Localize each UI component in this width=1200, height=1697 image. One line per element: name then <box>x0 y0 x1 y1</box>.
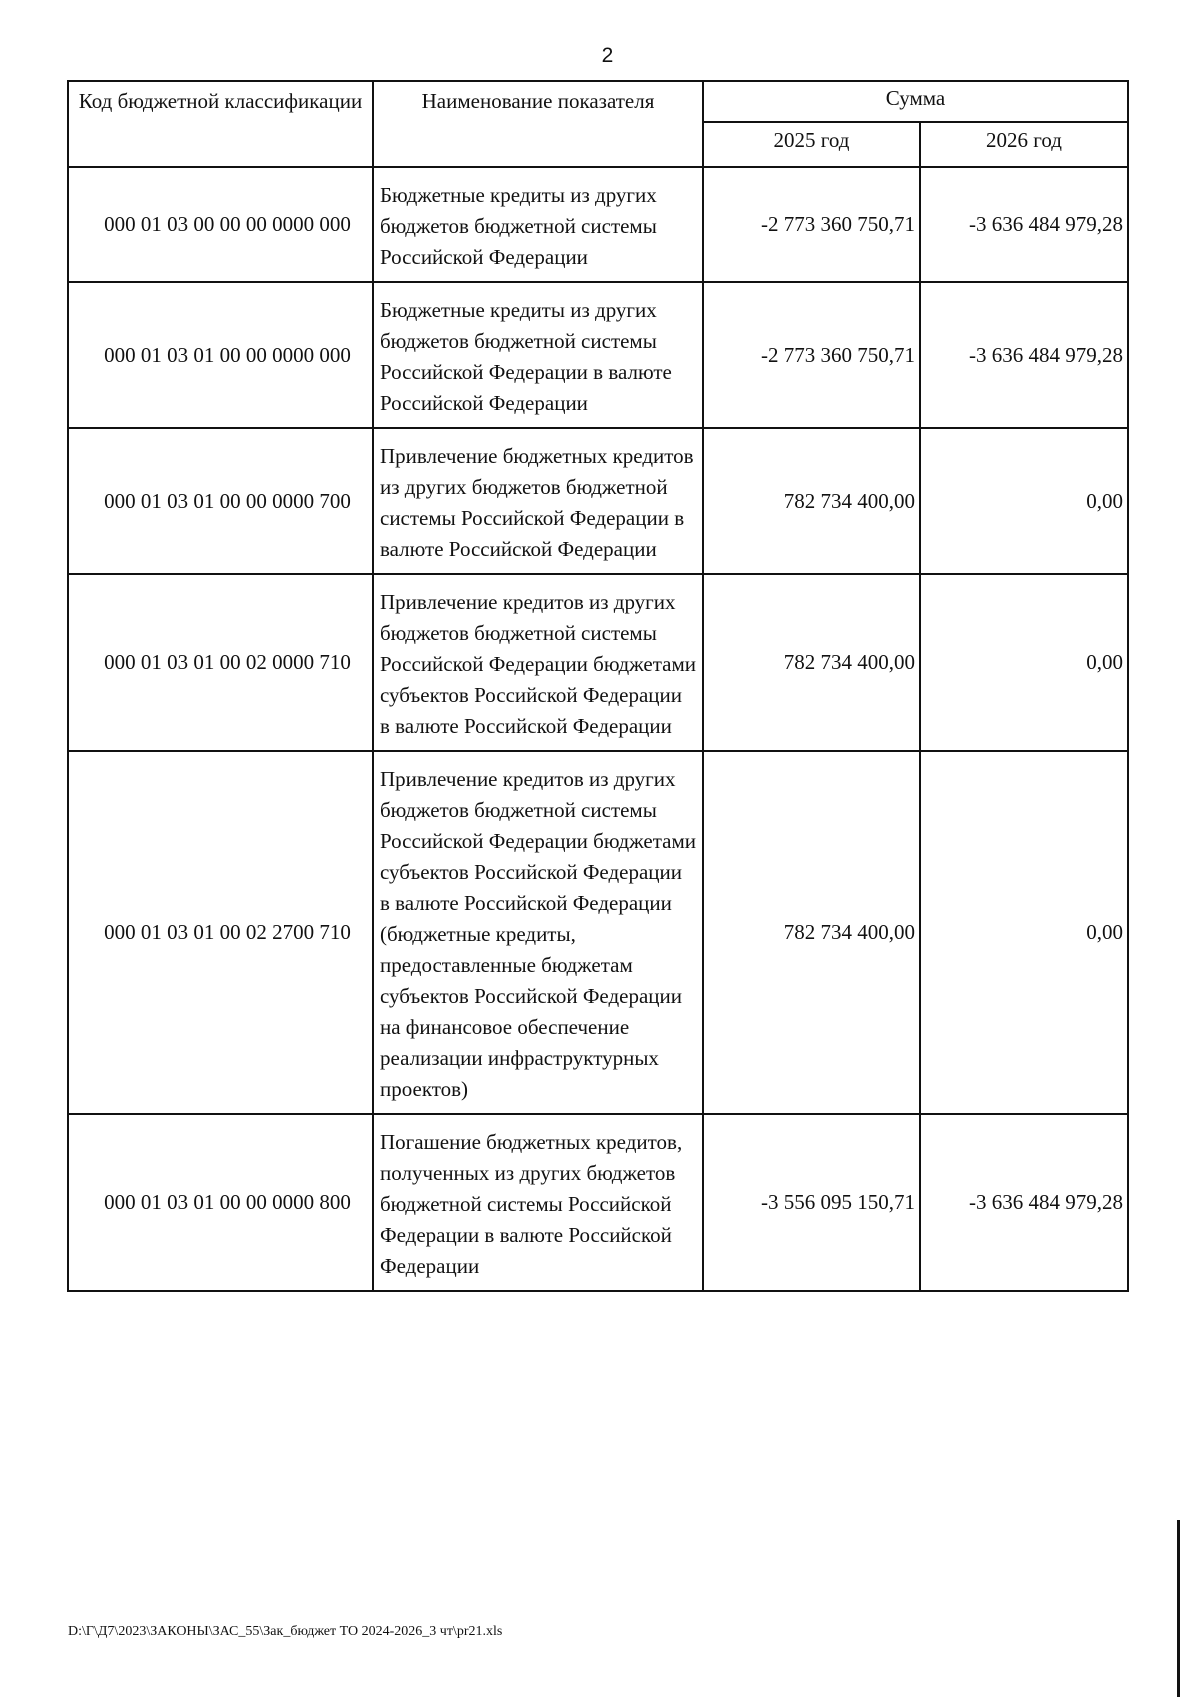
row-code: 000 01 03 01 00 02 0000 710 <box>68 574 373 751</box>
row-amount-2026: 0,00 <box>920 751 1128 1114</box>
row-name: Привлечение бюджетных кредитов из других бюджетов бюджетной системы Российской Федерации в валюте Российской Федерации <box>373 428 703 574</box>
row-name: Привлечение кредитов из других бюджетов бюджетной системы Российской Федерации бюджетами субъектов Российской Федерации в валюте Российской Федерации <box>373 574 703 751</box>
row-name: Бюджетные кредиты из других бюджетов бюджетной системы Российской Федерации <box>373 167 703 282</box>
row-amount-2025: 782 734 400,00 <box>703 751 920 1114</box>
header-year-2025: 2025 год <box>703 122 920 167</box>
row-name: Погашение бюджетных кредитов, полученных из других бюджетов бюджетной системы Российской Федерации в валюте Российской Федерации <box>373 1114 703 1291</box>
table-row <box>68 574 1128 751</box>
row-amount-2026: -3 636 484 979,28 <box>920 167 1128 282</box>
row-amount-2026: 0,00 <box>920 574 1128 751</box>
table-row <box>68 428 1128 574</box>
budget-table <box>67 80 1129 1292</box>
row-code: 000 01 03 00 00 00 0000 000 <box>68 167 373 282</box>
header-year-2026: 2026 год <box>920 122 1128 167</box>
page-number: 2 <box>601 44 614 67</box>
row-amount-2026: -3 636 484 979,28 <box>920 282 1128 428</box>
row-code: 000 01 03 01 00 00 0000 700 <box>68 428 373 574</box>
row-amount-2026: 0,00 <box>920 428 1128 574</box>
header-name: Наименование показателя <box>373 81 703 167</box>
table-row <box>68 751 1128 1114</box>
row-amount-2025: -3 556 095 150,71 <box>703 1114 920 1291</box>
row-amount-2025: -2 773 360 750,71 <box>703 282 920 428</box>
row-name: Привлечение кредитов из других бюджетов бюджетной системы Российской Федерации бюджетами субъектов Российской Федерации в валюте Российской Федерации (бюджетные кредиты, предоставленные бюджетам субъектов Российской Федерации на финансовое обеспечение реализации инфраструктурных проектов) <box>373 751 703 1114</box>
table-row <box>68 1114 1128 1291</box>
table-row <box>68 167 1128 282</box>
row-amount-2025: 782 734 400,00 <box>703 574 920 751</box>
header-code: Код бюджетной классификации <box>68 81 373 167</box>
file-path-footer: D:\Г\Д7\2023\ЗАКОНЫ\ЗАС_55\Зак_бюджет ТО 2024-2026_3 чт\pr21.xls <box>68 1624 503 1639</box>
row-code: 000 01 03 01 00 00 0000 000 <box>68 282 373 428</box>
row-name: Бюджетные кредиты из других бюджетов бюджетной системы Российской Федерации в валюте Российской Федерации <box>373 282 703 428</box>
header-sum: Сумма <box>703 81 1128 122</box>
row-amount-2026: -3 636 484 979,28 <box>920 1114 1128 1291</box>
row-amount-2025: -2 773 360 750,71 <box>703 167 920 282</box>
row-code: 000 01 03 01 00 00 0000 800 <box>68 1114 373 1291</box>
row-code: 000 01 03 01 00 02 2700 710 <box>68 751 373 1114</box>
scan-edge-line <box>1177 1520 1180 1697</box>
row-amount-2025: 782 734 400,00 <box>703 428 920 574</box>
table-row <box>68 282 1128 428</box>
